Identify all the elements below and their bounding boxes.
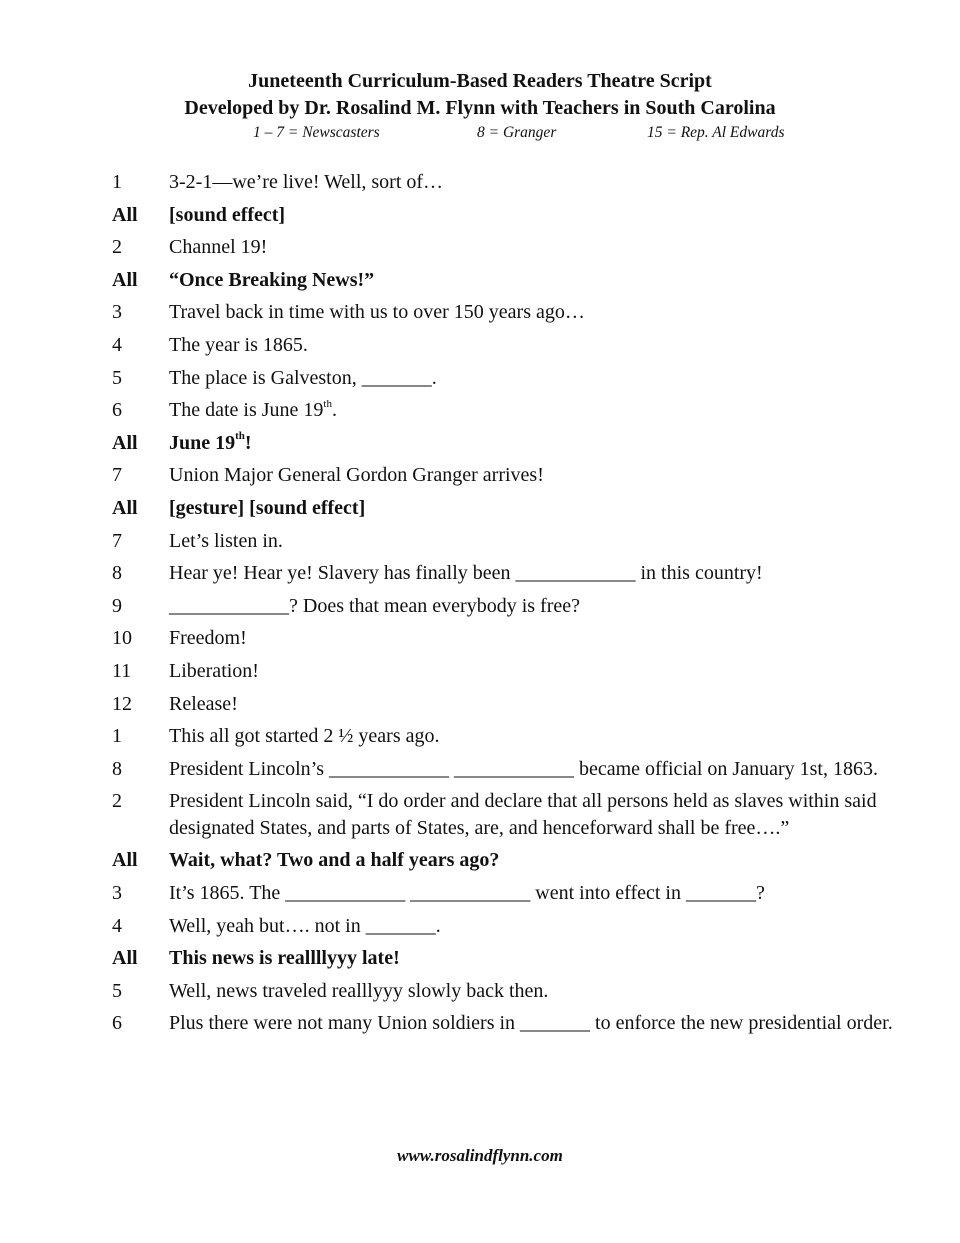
ordinal-suffix: th	[323, 397, 332, 410]
script-line	[112, 625, 902, 652]
script-line	[112, 945, 902, 972]
script-line	[112, 691, 902, 718]
script-line	[112, 756, 902, 783]
script-line	[112, 913, 902, 940]
role-legend	[0, 122, 960, 144]
line-text-main: Travel back in time with us to over 150 years ago…	[169, 301, 585, 324]
line-text-main: “Once Breaking News!”	[169, 268, 375, 291]
line-text	[169, 528, 902, 555]
script-body	[112, 169, 902, 1043]
line-text	[169, 593, 902, 620]
speaker-label: 11	[112, 659, 132, 682]
line-text-main: President Lincoln’s ____________ ____________ became official on January 1st, 1863.	[169, 757, 878, 780]
line-text-main: Hear ye! Hear ye! Slavery has finally been ____________ in this country!	[169, 562, 763, 585]
speaker-label: 8	[112, 562, 122, 585]
speaker-label: 6	[112, 1012, 122, 1035]
line-text-main: The date is June 19	[169, 399, 324, 422]
line-text	[169, 625, 902, 652]
line-text	[169, 880, 902, 907]
script-line	[112, 365, 902, 392]
line-text-main: Freedom!	[169, 627, 247, 650]
speaker-label: 3	[112, 881, 122, 904]
script-line	[112, 528, 902, 555]
script-line	[112, 723, 902, 750]
legend-rep-al-edwards: 15 = Rep. Al Edwards	[647, 124, 785, 141]
script-line	[112, 978, 902, 1005]
line-text-main: 3-2-1—we’re live! Well, sort of…	[169, 171, 444, 193]
line-text-main: It’s 1865. The ____________ ____________ went into effect in _______?	[169, 881, 765, 904]
line-text	[169, 169, 902, 196]
speaker-label: 1	[112, 725, 122, 748]
legend-newscasters: 1 – 7 = Newscasters	[253, 124, 380, 141]
script-line	[112, 430, 902, 457]
speaker-label: 6	[112, 399, 122, 422]
line-text-main: Well, yeah but…. not in _______.	[169, 914, 441, 937]
line-text-main: This all got started 2 ½ years ago.	[169, 725, 440, 748]
line-text	[169, 267, 902, 294]
script-line	[112, 169, 902, 196]
script-line	[112, 880, 902, 907]
speaker-label: 3	[112, 301, 122, 324]
speaker-label: 7	[112, 529, 122, 552]
line-text-main: [sound effect]	[169, 203, 286, 226]
speaker-label: 7	[112, 464, 122, 487]
script-line	[112, 267, 902, 294]
script-line	[112, 847, 902, 874]
line-text-main: Wait, what? Two and a half years ago?	[169, 849, 500, 872]
line-text-main: Liberation!	[169, 659, 259, 682]
script-line	[112, 397, 902, 424]
line-text	[169, 756, 902, 783]
script-line	[112, 560, 902, 587]
line-text-end: .	[331, 399, 337, 422]
line-text-main: June 19	[169, 431, 236, 454]
line-text-end: !	[244, 431, 252, 454]
speaker-label: 5	[112, 979, 122, 1002]
line-text-main: The place is Galveston, _______.	[169, 366, 437, 389]
ordinal-suffix: th	[235, 430, 245, 443]
line-text	[169, 560, 902, 587]
line-text	[169, 397, 902, 424]
line-text-main: The year is 1865.	[169, 333, 308, 356]
script-line	[112, 1010, 902, 1037]
speaker-label: All	[112, 268, 138, 291]
speaker-label: All	[112, 203, 138, 226]
script-line	[112, 299, 902, 326]
line-text-main: This news is reallllyyy late!	[169, 947, 400, 970]
speaker-label: 5	[112, 366, 122, 389]
line-text	[169, 462, 902, 489]
line-text	[169, 723, 902, 750]
speaker-label: 1	[112, 171, 122, 193]
line-text-main: [gesture] [sound effect]	[169, 496, 366, 519]
script-line	[112, 202, 902, 229]
line-text	[169, 788, 902, 841]
speaker-label: 4	[112, 914, 122, 937]
line-text	[169, 658, 902, 685]
speaker-label: All	[112, 849, 138, 872]
footer-url[interactable]: www.rosalindflynn.com	[397, 1146, 563, 1165]
line-text-main: Channel 19!	[169, 236, 268, 259]
script-header	[0, 68, 960, 144]
line-text-main: Well, news traveled realllyyy slowly back then.	[169, 979, 549, 1002]
speaker-label: All	[112, 496, 138, 519]
line-text	[169, 202, 902, 229]
line-text-main: President Lincoln said, “I do order and declare that all persons held as slaves within said designated States, and parts of States, are, and henceforward shall be free….”	[169, 790, 877, 839]
line-text	[169, 365, 902, 392]
speaker-label: All	[112, 431, 138, 454]
line-text	[169, 495, 902, 522]
line-text-main: ____________? Does that mean everybody is free?	[169, 594, 580, 617]
line-text	[169, 945, 902, 972]
script-line	[112, 788, 902, 841]
script-author: Developed by Dr. Rosalind M. Flynn with Teachers in South Carolina	[184, 97, 776, 119]
line-text	[169, 430, 902, 457]
line-text	[169, 332, 902, 359]
legend-granger: 8 = Granger	[477, 124, 557, 141]
line-text	[169, 299, 902, 326]
line-text	[169, 847, 902, 874]
speaker-label: 9	[112, 594, 122, 617]
script-line	[112, 234, 902, 261]
speaker-label: 10	[112, 627, 132, 650]
script-line	[112, 462, 902, 489]
line-text	[169, 691, 902, 718]
speaker-label: All	[112, 947, 138, 970]
script-line	[112, 593, 902, 620]
line-text	[169, 978, 902, 1005]
speaker-label: 12	[112, 692, 132, 715]
speaker-label: 2	[112, 236, 122, 259]
line-text	[169, 1010, 902, 1037]
script-title: Juneteenth Curriculum-Based Readers Theatre Script	[248, 70, 712, 92]
line-text	[169, 913, 902, 940]
speaker-label: 8	[112, 757, 122, 780]
script-line	[112, 658, 902, 685]
line-text-main: Let’s listen in.	[169, 529, 283, 552]
script-line	[112, 495, 902, 522]
line-text	[169, 234, 902, 261]
script-line	[112, 332, 902, 359]
line-text-main: Release!	[169, 692, 238, 715]
line-text-main: Union Major General Gordon Granger arrives!	[169, 464, 544, 487]
line-text-main: Plus there were not many Union soldiers in _______ to enforce the new presidential order.	[169, 1012, 893, 1035]
speaker-label: 2	[112, 790, 122, 813]
speaker-label: 4	[112, 333, 122, 356]
